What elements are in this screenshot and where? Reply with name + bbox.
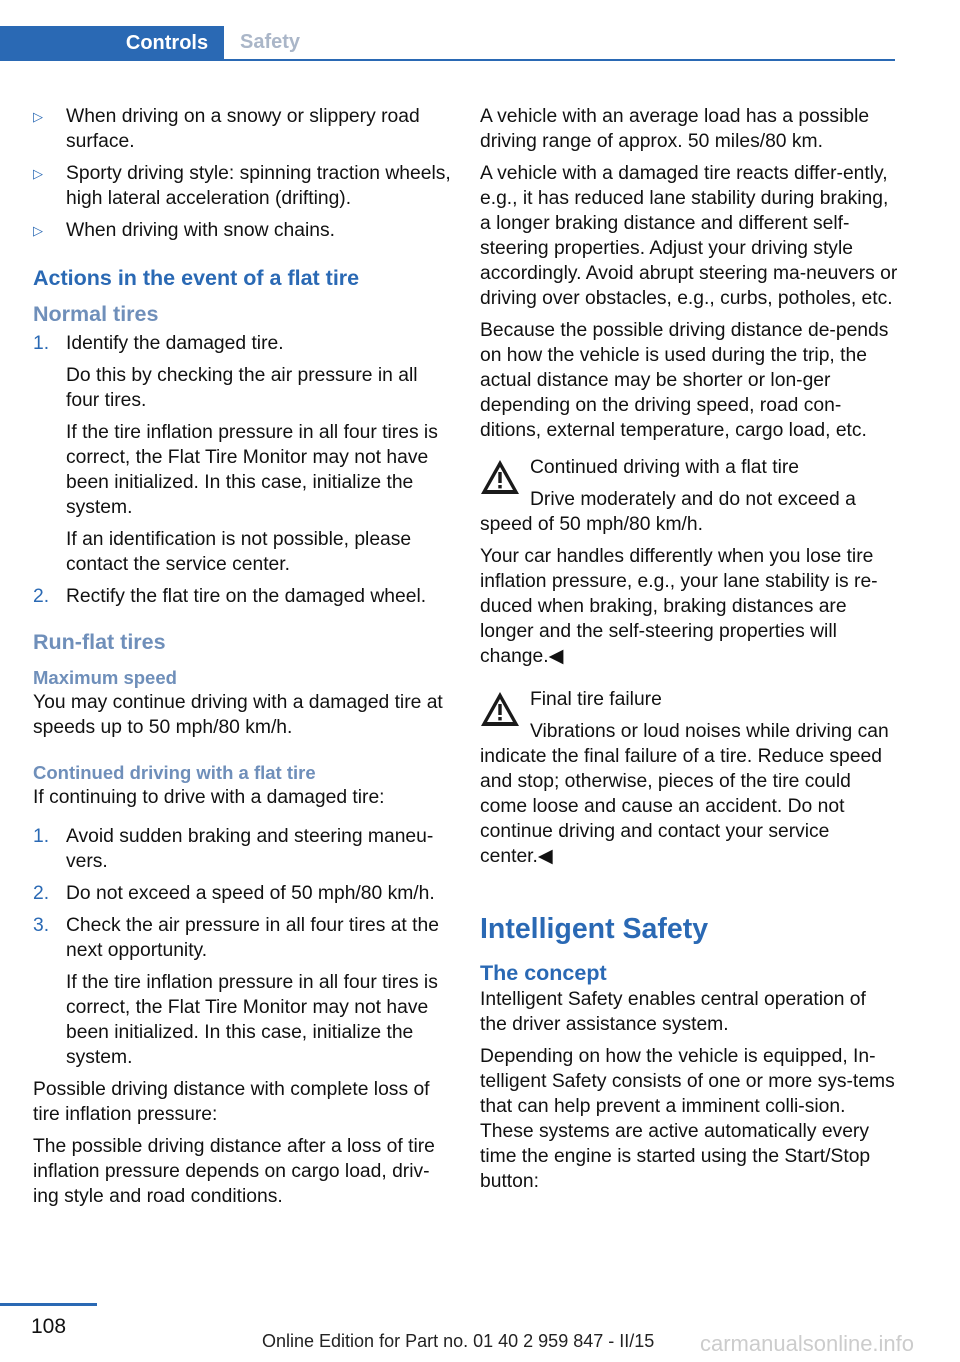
step-number: 3. [33,915,50,936]
tab-controls[interactable]: Controls [0,26,224,61]
warning-body: Drive moderately and do not exceed a speed of 50 mph/80 km/h. [480,489,856,535]
list-item: 1. Avoid sudden braking and steering maneu‐vers. [33,826,434,872]
tab-safety[interactable]: Safety [240,31,301,53]
list-item: 1. Identify the damaged tire. Do this by checking the air pressure in all four tires. If the tire inflation pressure in all four tires is correct, the Flat Tire Monitor may not have been initialized. In this case, initialize the system. If an identification is not possible, please contact the service center. [33,333,438,575]
paragraph: The possible driving distance after a loss of tire inflation pressure depends on cargo load, driv‐ing style and road conditions. [33,1136,435,1207]
step-number: 2. [33,883,50,904]
footer-rule [0,1303,97,1306]
warning-body: Vibrations or loud noises while driving can indicate the final failure of a tire. Reduce speed and stop; otherwise, pieces of the tire could come loose and cause an accident. Do not continue driving and contact your service center.◀ [480,721,889,867]
heading-the-concept: The concept [480,961,607,985]
paragraph: Because the possible driving distance de‐pends on how the vehicle is used during the trip, the actual distance may be shorter or lon‐ger depending on the driving speed, road con‐ditions, external temperature, cargo load, etc. [480,320,889,441]
section-heading-flat-tire: Actions in the event of a flat tire [33,266,360,290]
heading-continued-driving: Continued driving with a flat tire [33,762,316,783]
warning-title: Continued driving with a flat tire [530,457,800,478]
chapter-heading-intelligent-safety: Intelligent Safety [480,913,709,945]
list-item: 2. Do not exceed a speed of 50 mph/80 km/h. [33,883,435,904]
watermark: carmanualsonline.info [700,1331,915,1356]
warning-note [480,687,898,869]
warning-triangle-icon [480,691,520,727]
list-item: ▷ When driving with snow chains. [33,220,335,241]
right-column [480,104,898,1201]
paragraph: If continuing to drive with a damaged tire: [33,787,385,808]
bullet-marker: ▷ [33,109,43,124]
edition-note: Online Edition for Part no. 01 40 2 959 847 - II/15 [262,1331,655,1351]
header-rule [0,59,895,61]
paragraph: You may continue driving with a damaged tire at speeds up to 50 mph/80 km/h. [33,692,443,738]
paragraph: A vehicle with an average load has a possible driving range of approx. 50 miles/80 km. [480,106,870,152]
paragraph: Possible driving distance with complete loss of tire inflation pressure: [33,1079,430,1125]
paragraph: Depending on how the vehicle is equipped, In‐telligent Safety consists of one or more sys‐tems that can help prevent a imminent colli‐sion. These systems are active automatically every time the engine is started using the Start/Stop button: [480,1046,895,1192]
warning-title: Final tire failure [530,689,662,710]
chapter-header [0,26,895,61]
list-item: ▷ When driving on a snowy or slippery road surface. [33,106,420,152]
paragraph: Intelligent Safety enables central operation of the driver assistance system. [480,989,866,1035]
list-item: 2. Rectify the flat tire on the damaged wheel. [33,586,427,607]
subheading-normal-tires: Normal tires [33,302,159,326]
left-column [33,104,451,1216]
subheading-run-flat-tires: Run-flat tires [33,630,166,654]
list-item: 3. Check the air pressure in all four tires at the next opportunity. If the tire inflation pressure in all four tires is correct, the Flat Tire Monitor may not have been initialized. In this case, initialize the system. [33,915,439,1068]
warning-note [480,455,898,537]
heading-maximum-speed: Maximum speed [33,667,177,688]
step-number: 1. [33,826,50,847]
bullet-marker: ▷ [33,166,43,181]
step-number: 1. [33,333,50,354]
page-number: 108 [30,1315,67,1338]
step-number: 2. [33,586,50,607]
paragraph: Your car handles differently when you lose tire inflation pressure, e.g., your lane stability is re‐duced when braking, braking distances are longer and the self-steering properties will change.◀ [480,546,878,667]
bullet-marker: ▷ [33,223,43,238]
paragraph: A vehicle with a damaged tire reacts differ‐ently, e.g., it has reduced lane stability during braking, a longer braking distance and different self-steering properties. Adjust your driving style accordingly. Avoid abrupt steering ma‐neuvers or driving over obstacles, e.g., curbs, potholes, etc. [480,163,898,309]
warning-triangle-icon [480,459,520,495]
list-item: ▷ Sporty driving style: spinning traction wheels, high lateral acceleration (drifting). [33,163,451,209]
